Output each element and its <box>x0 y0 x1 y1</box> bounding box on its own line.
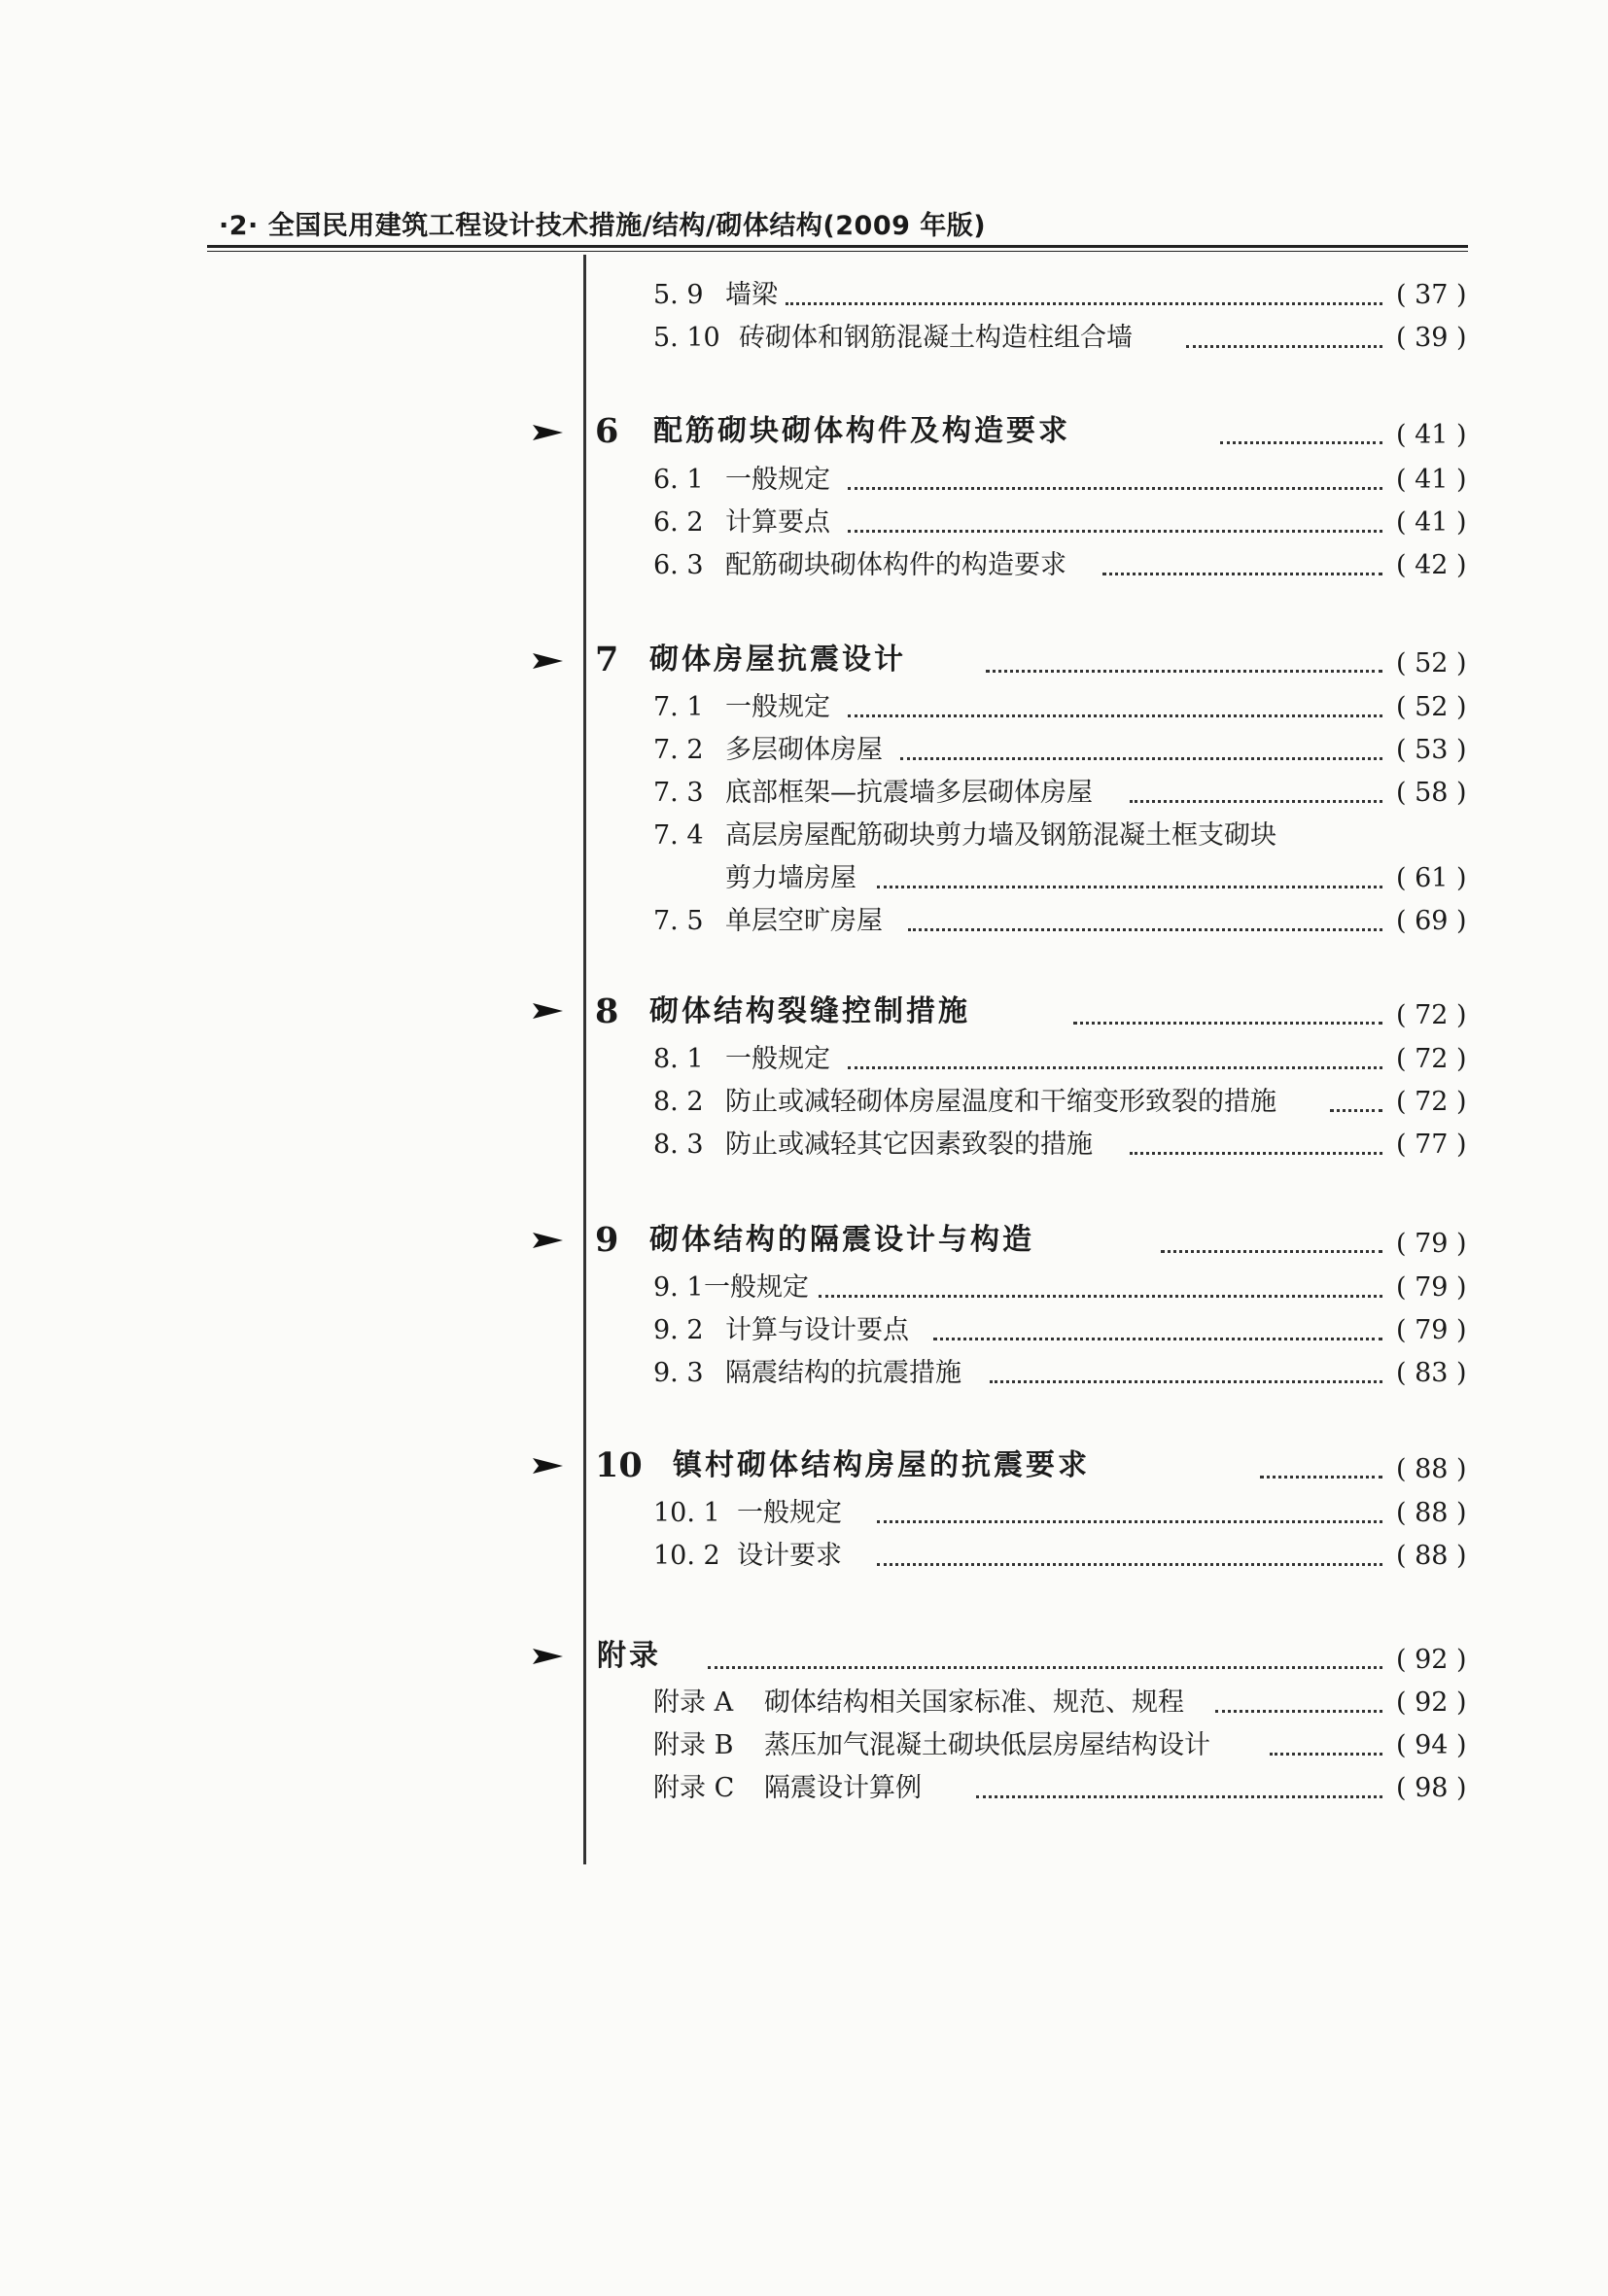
entry-number: 5. 9 <box>653 280 704 310</box>
entry-title: 蒸压加气混凝土砌块低层房屋结构设计 <box>764 1730 1210 1760</box>
leader-dots <box>819 1295 1382 1298</box>
toc-entry-6-2[interactable] <box>0 502 1478 544</box>
toc-entry-7-4-cont[interactable] <box>0 857 1478 900</box>
entry-title: 高层房屋配筋砌块剪力墙及钢筋混凝土框支砌块 <box>725 820 1276 851</box>
toc-entry-5-10[interactable] <box>0 317 1478 360</box>
entry-number: 9. 1 <box>653 1272 704 1303</box>
leader-dots <box>877 1520 1382 1523</box>
toc-entry-6-1[interactable] <box>0 459 1478 502</box>
entry-title: 隔震结构的抗震措施 <box>725 1358 961 1388</box>
entry-title: 单层空旷房屋 <box>725 906 883 936</box>
leader-dots <box>1130 1152 1382 1155</box>
chapter-number: 10 <box>595 1445 643 1485</box>
entry-title-continued: 剪力墙房屋 <box>725 863 856 893</box>
entry-page: ( 88 ) <box>1396 1541 1467 1571</box>
entry-title: 计算要点 <box>725 507 830 538</box>
entry-page: ( 61 ) <box>1396 863 1467 893</box>
entry-title: 防止或减轻其它因素致裂的措施 <box>725 1130 1093 1160</box>
entry-page: ( 42 ) <box>1396 550 1467 580</box>
entry-page: ( 88 ) <box>1396 1498 1467 1528</box>
leader-dots <box>1186 345 1382 348</box>
entry-number: 9. 3 <box>653 1358 704 1388</box>
entry-page: ( 58 ) <box>1396 778 1467 808</box>
entry-number: 7. 1 <box>653 692 704 722</box>
entry-page: ( 69 ) <box>1396 906 1467 936</box>
chapter-page: ( 72 ) <box>1396 1000 1467 1030</box>
chapter-number: 9 <box>595 1220 619 1260</box>
toc-entry-8-2[interactable] <box>0 1081 1478 1124</box>
entry-title: 一般规定 <box>725 1044 830 1074</box>
entry-title: 计算与设计要点 <box>725 1315 909 1345</box>
entry-number: 5. 10 <box>653 323 720 353</box>
header-rule-thick <box>207 245 1468 248</box>
toc-entry-7-2[interactable] <box>0 729 1478 772</box>
toc-entry-7-5[interactable] <box>0 900 1478 943</box>
entry-number: 10. 2 <box>653 1541 720 1571</box>
leader-dots <box>848 1066 1382 1069</box>
toc-chapter-7[interactable] <box>0 639 1478 687</box>
leader-dots <box>1215 1710 1382 1713</box>
leader-dots <box>708 1666 1382 1669</box>
toc-appendix[interactable] <box>0 1635 1478 1684</box>
leader-dots <box>1270 1753 1382 1756</box>
entry-number: 附录 C <box>653 1773 735 1803</box>
leader-dots <box>990 1380 1382 1383</box>
entry-title: 一般规定 <box>725 465 830 495</box>
entry-page: ( 53 ) <box>1396 735 1467 765</box>
chapter-title: 镇村砌体结构房屋的抗震要求 <box>673 1448 1090 1482</box>
entry-number: 附录 B <box>653 1730 734 1760</box>
leader-dots <box>877 886 1382 888</box>
toc-chapter-9[interactable] <box>0 1219 1478 1268</box>
entry-number: 附录 A <box>653 1687 734 1718</box>
leader-dots <box>1220 441 1382 444</box>
toc-entry-7-1[interactable] <box>0 686 1478 729</box>
leader-dots <box>908 928 1382 931</box>
entry-number: 7. 5 <box>653 906 704 936</box>
leader-dots <box>1260 1476 1382 1478</box>
chapter-number: 8 <box>595 991 619 1031</box>
entry-number: 8. 3 <box>653 1130 704 1160</box>
entry-number: 6. 3 <box>653 550 704 580</box>
entry-number: 7. 4 <box>653 820 704 851</box>
toc-entry-9-1[interactable] <box>0 1267 1478 1309</box>
entry-page: ( 72 ) <box>1396 1044 1467 1074</box>
leader-dots <box>848 487 1382 490</box>
chapter-number: 7 <box>595 640 619 679</box>
entry-title: 防止或减轻砌体房屋温度和干缩变形致裂的措施 <box>725 1087 1276 1117</box>
chapter-page: ( 52 ) <box>1396 648 1467 678</box>
entry-page: ( 77 ) <box>1396 1130 1467 1160</box>
entry-title: 一般规定 <box>737 1498 842 1528</box>
toc-entry-10-1[interactable] <box>0 1492 1478 1535</box>
entry-number: 8. 2 <box>653 1087 704 1117</box>
entry-number: 7. 2 <box>653 735 704 765</box>
entry-page: ( 98 ) <box>1396 1773 1467 1803</box>
entry-number: 7. 3 <box>653 778 704 808</box>
entry-number: 6. 2 <box>653 507 704 538</box>
leader-dots <box>1330 1109 1382 1112</box>
leader-dots <box>1161 1250 1382 1253</box>
toc-entry-7-3[interactable] <box>0 772 1478 815</box>
entry-title: 设计要求 <box>737 1541 842 1571</box>
leader-dots <box>1130 800 1382 803</box>
toc-chapter-10[interactable] <box>0 1444 1478 1493</box>
chapter-page: ( 41 ) <box>1396 420 1467 450</box>
leader-dots <box>786 302 1382 305</box>
entry-page: ( 41 ) <box>1396 465 1467 495</box>
entry-title: 配筋砌块砌体构件的构造要求 <box>725 550 1066 580</box>
toc-appendix-c[interactable] <box>0 1767 1478 1810</box>
entry-title: 底部框架—抗震墙多层砌体房屋 <box>725 778 1093 808</box>
toc-appendix-a[interactable] <box>0 1682 1478 1724</box>
entry-number: 8. 1 <box>653 1044 704 1074</box>
entry-number: 10. 1 <box>653 1498 720 1528</box>
toc-chapter-6[interactable] <box>0 410 1478 459</box>
chapter-title: 配筋砌块砌体构件及构造要求 <box>653 414 1070 448</box>
appendix-title: 附录 <box>597 1639 661 1673</box>
toc-entry-7-4[interactable] <box>0 815 1478 857</box>
leader-dots <box>848 714 1382 717</box>
entry-page: ( 83 ) <box>1396 1358 1467 1388</box>
entry-title: 多层砌体房屋 <box>725 735 883 765</box>
toc-entry-8-3[interactable] <box>0 1124 1478 1166</box>
toc-entry-6-3[interactable] <box>0 544 1478 587</box>
leader-dots <box>900 757 1382 760</box>
chapter-page: ( 79 ) <box>1396 1229 1467 1259</box>
entry-title: 隔震设计算例 <box>764 1773 922 1803</box>
entry-page: ( 37 ) <box>1396 280 1467 310</box>
entry-title: 砌体结构相关国家标准、规范、规程 <box>764 1687 1184 1718</box>
chapter-title: 砌体结构裂缝控制措施 <box>649 994 970 1028</box>
leader-dots <box>1102 573 1382 575</box>
chapter-title: 砌体房屋抗震设计 <box>649 643 906 677</box>
toc-entry-5-9[interactable] <box>0 274 1478 317</box>
entry-page: ( 79 ) <box>1396 1272 1467 1303</box>
running-header: ·2· 全国民用建筑工程设计技术措施/结构/砌体结构(2009 年版) <box>219 211 987 241</box>
entry-title: 砖砌体和钢筋混凝土构造柱组合墙 <box>739 323 1133 353</box>
toc-entry-9-3[interactable] <box>0 1352 1478 1395</box>
toc-entry-8-1[interactable] <box>0 1038 1478 1081</box>
leader-dots <box>986 670 1382 673</box>
leader-dots <box>933 1338 1382 1340</box>
leader-dots <box>1073 1022 1382 1025</box>
entry-page: ( 94 ) <box>1396 1730 1467 1760</box>
header-rule-thin <box>207 251 1468 252</box>
entry-page: ( 39 ) <box>1396 323 1467 353</box>
toc-appendix-b[interactable] <box>0 1724 1478 1767</box>
chapter-title: 砌体结构的隔震设计与构造 <box>649 1223 1034 1257</box>
entry-title: 墙梁 <box>725 280 778 310</box>
entry-number: 9. 2 <box>653 1315 704 1345</box>
appendix-page: ( 92 ) <box>1396 1645 1467 1675</box>
leader-dots <box>877 1563 1382 1566</box>
toc-entry-9-2[interactable] <box>0 1309 1478 1352</box>
toc-entry-10-2[interactable] <box>0 1535 1478 1578</box>
chapter-number: 6 <box>595 411 619 451</box>
chapter-page: ( 88 ) <box>1396 1454 1467 1484</box>
entry-title: 一般规定 <box>704 1272 809 1303</box>
toc-chapter-8[interactable] <box>0 991 1478 1039</box>
entry-page: ( 72 ) <box>1396 1087 1467 1117</box>
entry-title: 一般规定 <box>725 692 830 722</box>
entry-page: ( 41 ) <box>1396 507 1467 538</box>
entry-page: ( 92 ) <box>1396 1687 1467 1718</box>
leader-dots <box>976 1795 1382 1798</box>
leader-dots <box>848 530 1382 533</box>
entry-page: ( 79 ) <box>1396 1315 1467 1345</box>
entry-page: ( 52 ) <box>1396 692 1467 722</box>
entry-number: 6. 1 <box>653 465 704 495</box>
